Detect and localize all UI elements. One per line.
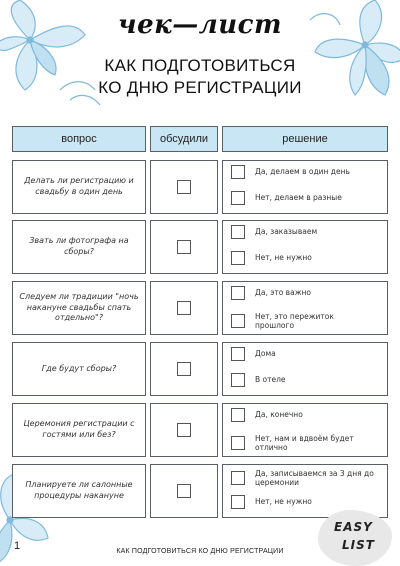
decision-checkbox[interactable] <box>231 286 245 300</box>
question-text: Планируете ли салонные процедуры накануне <box>25 480 133 500</box>
decision-option-label: Да, это важно <box>255 288 311 298</box>
decision-option[interactable] <box>231 408 375 422</box>
decision-option[interactable] <box>231 347 375 361</box>
column-header-decision: решение <box>222 126 388 152</box>
discussed-cell <box>150 220 218 274</box>
discussed-checkbox[interactable] <box>177 180 191 194</box>
decision-checkbox[interactable] <box>231 165 245 179</box>
question-cell <box>12 281 146 335</box>
decision-option-label: В отеле <box>255 375 286 385</box>
decision-option[interactable] <box>231 495 375 509</box>
discussed-checkbox[interactable] <box>177 240 191 254</box>
decision-option-label: Нет, нам и вдвоём будет отлично <box>255 434 354 453</box>
decision-checkbox[interactable] <box>231 495 245 509</box>
question-text: Следуем ли традиции "ночь накануне свадьбы спать отдельно"? <box>19 291 139 323</box>
decision-checkbox[interactable] <box>231 347 245 361</box>
discussed-cell <box>150 342 218 396</box>
decision-checkbox[interactable] <box>231 314 245 328</box>
question-cell <box>12 403 146 457</box>
decision-checkbox[interactable] <box>231 408 245 422</box>
logo-word-easy: EASY <box>334 520 373 534</box>
decision-option[interactable] <box>231 286 375 300</box>
discussed-cell <box>150 403 218 457</box>
logo-word-list: LIST <box>342 538 375 552</box>
decision-option-label: Нет, это пережиток прошлого <box>255 312 334 331</box>
question-text: Церемония регистрации с гостями или без? <box>23 419 135 439</box>
footer-text: КАК ПОДГОТОВИТЬСЯ КО ДНЮ РЕГИСТРАЦИИ <box>116 548 284 555</box>
decision-option[interactable] <box>231 469 375 488</box>
question-cell <box>12 220 146 274</box>
decision-option[interactable] <box>231 251 375 265</box>
question-cell <box>12 464 146 518</box>
discussed-cell <box>150 464 218 518</box>
question-text: Делать ли регистрацию и свадьбу в один день <box>24 176 134 196</box>
decision-cell <box>222 160 388 214</box>
decision-checkbox[interactable] <box>231 191 245 205</box>
question-text: Где будут сборы? <box>41 363 117 373</box>
decision-option-label: Да, записываемся за 3 дня до церемонии <box>255 469 374 488</box>
question-cell <box>12 342 146 396</box>
decision-option[interactable] <box>231 312 375 331</box>
decision-cell <box>222 281 388 335</box>
page-title: чек—лист <box>118 10 282 40</box>
page-number: 1 <box>14 540 21 552</box>
decision-checkbox[interactable] <box>231 225 245 239</box>
discussed-checkbox[interactable] <box>177 423 191 437</box>
decision-option[interactable] <box>231 434 375 453</box>
column-header-question: вопрос <box>12 126 146 152</box>
decision-cell <box>222 220 388 274</box>
decision-checkbox[interactable] <box>231 471 245 485</box>
decision-option-label: Да, делаем в один день <box>255 167 350 177</box>
decision-option-label: Дома <box>255 349 276 359</box>
decision-checkbox[interactable] <box>231 373 245 387</box>
decision-checkbox[interactable] <box>231 251 245 265</box>
decision-option[interactable] <box>231 191 375 205</box>
decision-option-label: Да, конечно <box>255 410 303 420</box>
question-text: Звать ли фотографа на сборы? <box>29 236 129 256</box>
page-subtitle-line-1: КАК ПОДГОТОВИТЬСЯ <box>104 56 296 75</box>
discussed-cell <box>150 281 218 335</box>
decision-option-label: Нет, не нужно <box>255 253 312 263</box>
decision-checkbox[interactable] <box>231 436 245 450</box>
page-subtitle-line-2: КО ДНЮ РЕГИСТРАЦИИ <box>98 78 302 97</box>
decision-option[interactable] <box>231 165 375 179</box>
easy-list-logo <box>318 510 392 566</box>
discussed-checkbox[interactable] <box>177 362 191 376</box>
decision-cell <box>222 342 388 396</box>
column-header-discussed: обсудили <box>150 126 218 152</box>
decision-option-label: Да, заказываем <box>255 227 318 237</box>
decision-option-label: Нет, не нужно <box>255 497 312 507</box>
decision-cell <box>222 403 388 457</box>
decision-option-label: Нет, делаем в разные <box>255 193 342 203</box>
question-cell <box>12 160 146 214</box>
decision-option[interactable] <box>231 373 375 387</box>
discussed-cell <box>150 160 218 214</box>
discussed-checkbox[interactable] <box>177 484 191 498</box>
discussed-checkbox[interactable] <box>177 301 191 315</box>
decision-option[interactable] <box>231 225 375 239</box>
